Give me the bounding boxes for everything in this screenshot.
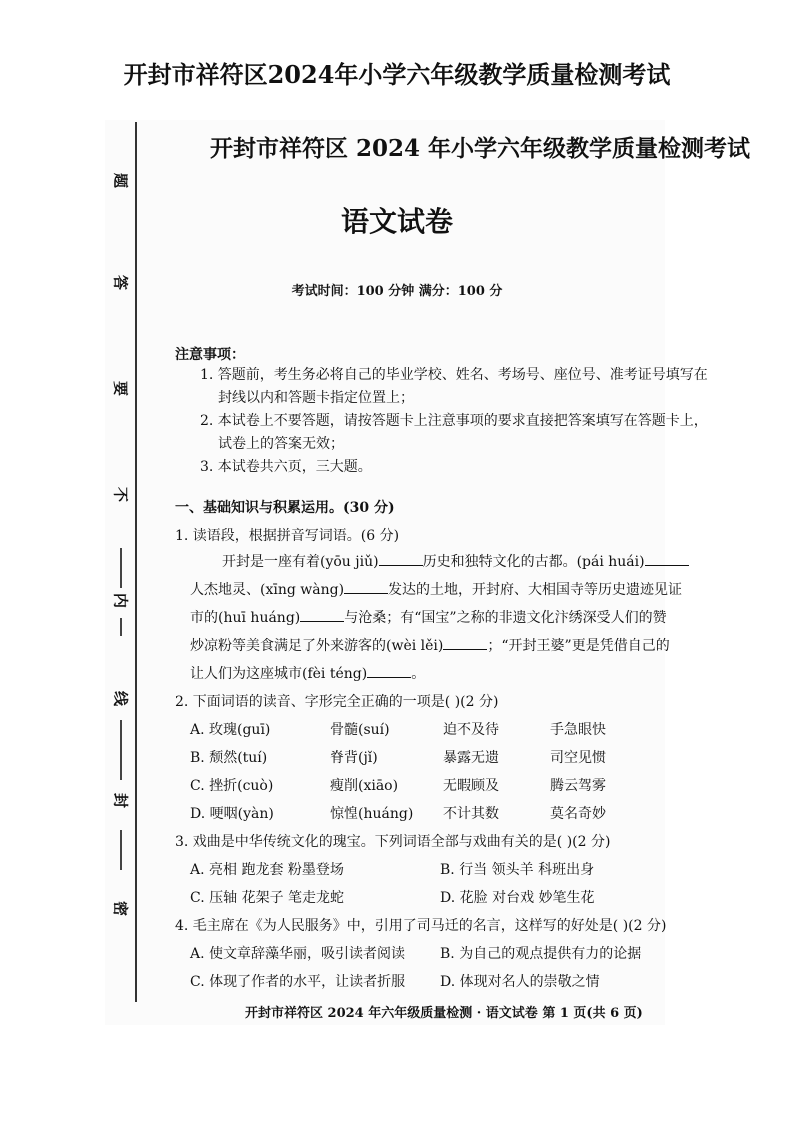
answer-blank xyxy=(344,581,388,594)
q2-option-c: C. 挫折(cuò) xyxy=(190,778,274,794)
margin-char-3: 要 xyxy=(111,380,130,396)
q3-option-a: A. 亮相 跑龙套 粉墨登场 xyxy=(190,862,344,878)
passage-text: 发达的土地，开封府、大相国寺等历史遗迹见证 xyxy=(388,582,683,598)
question-1-line xyxy=(190,663,425,683)
question-1-line xyxy=(190,635,670,655)
passage-text: 炒凉粉等美食满足了外来游客的(wèi lěi) xyxy=(190,638,444,654)
q2-word: 脊背(jǐ) xyxy=(330,750,378,766)
exam-title: 开封市祥符区 2024 年小学六年级教学质量检测考试 xyxy=(210,135,751,162)
answer-blank xyxy=(645,553,689,566)
q2-word: 司空见惯 xyxy=(550,750,606,766)
passage-text: 与沧桑；有“国宝”之称的非遗文化汴绣深受人们的赞 xyxy=(344,610,667,626)
passage-text: 让人们为这座城市(fèi téng) xyxy=(190,666,368,682)
notice-item: 2. 本试卷上不要答题，请按答题卡上注意事项的要求直接把答案填写在答题卡上， xyxy=(200,413,708,429)
passage-text: 。 xyxy=(411,666,426,682)
margin-char-6: 线 xyxy=(111,690,130,706)
margin-char-7: 封 xyxy=(111,792,130,808)
margin-dash xyxy=(120,720,122,780)
question-3-stem: 3. 戏曲是中华传统文化的瑰宝。下列词语全部与戏曲有关的是( )(2 分) xyxy=(175,834,611,850)
q2-word: 暴露无遗 xyxy=(443,750,499,766)
passage-text: 历史和独特文化的古都。(pái huái) xyxy=(422,554,645,570)
margin-char-1: 题 xyxy=(111,172,130,188)
q2-word: 迫不及待 xyxy=(443,722,499,738)
margin-dash xyxy=(120,830,122,870)
q2-option-d: D. 哽咽(yàn) xyxy=(190,806,274,822)
q2-word: 腾云驾雾 xyxy=(550,778,606,794)
notice-item: 试卷上的答案无效； xyxy=(218,436,344,452)
q3-option-c: C. 压轴 花架子 笔走龙蛇 xyxy=(190,890,345,906)
question-1-stem: 1. 读语段，根据拼音写词语。(6 分) xyxy=(175,528,400,544)
notice-item: 1. 答题前，考生务必将自己的毕业学校、姓名、考场号、座位号、准考证号填写在 xyxy=(200,367,708,383)
answer-blank xyxy=(300,609,344,622)
answer-blank xyxy=(379,553,423,566)
question-1-line xyxy=(190,607,667,627)
question-1-line xyxy=(222,551,650,571)
subject-title: 语文试卷 xyxy=(340,205,453,238)
q2-option-b: B. 颓然(tuí) xyxy=(190,750,268,766)
section-heading: 一、基础知识与积累运用。(30 分) xyxy=(175,500,395,516)
margin-char-5: 内 xyxy=(111,592,130,608)
q2-word: 无暇顾及 xyxy=(443,778,499,794)
passage-text: 开封是一座有着(yōu jiǔ) xyxy=(222,554,379,570)
question-4-stem: 4. 毛主席在《为人民服务》中，引用了司马迁的名言，这样写的好处是( )(2 分) xyxy=(175,918,667,934)
q2-word: 瘦削(xiāo) xyxy=(330,778,399,794)
page-footer: 开封市祥符区 2024 年六年级质量检测 · 语文试卷 第 1 页(共 6 页) xyxy=(245,1006,643,1021)
q4-option-b: B. 为自己的观点提供有力的论据 xyxy=(440,946,642,962)
notice-item: 封线以内和答题卡指定位置上； xyxy=(218,390,414,406)
notice-title: 注意事项： xyxy=(175,347,245,363)
q2-option-a: A. 玫瑰(guī) xyxy=(190,722,271,738)
margin-dash xyxy=(120,618,122,636)
margin-char-2: 答 xyxy=(111,274,130,290)
q4-option-c: C. 体现了作者的水平，让读者折服 xyxy=(190,974,406,990)
margin-char-8: 密 xyxy=(111,900,130,916)
margin-dash xyxy=(120,548,122,588)
answer-blank xyxy=(443,637,487,650)
binding-margin-line xyxy=(135,122,137,1002)
passage-text: 人杰地灵、(xīng wàng) xyxy=(190,582,345,598)
q2-word: 惊惶(huáng) xyxy=(330,806,414,822)
q3-option-b: B. 行当 领头羊 科班出身 xyxy=(440,862,595,878)
q2-word: 骨髓(suí) xyxy=(330,722,390,738)
margin-char-4: 不 xyxy=(111,486,130,502)
q4-option-a: A. 使文章辞藻华丽，吸引读者阅读 xyxy=(190,946,406,962)
q2-word: 手急眼快 xyxy=(550,722,606,738)
notice-item: 3. 本试卷共六页，三大题。 xyxy=(200,459,372,475)
question-2-stem: 2. 下面词语的读音、字形完全正确的一项是( )(2 分) xyxy=(175,694,499,710)
exam-time-info: 考试时间：100 分钟 满分：100 分 xyxy=(291,284,503,299)
passage-text: 市的(huī huáng) xyxy=(190,610,301,626)
question-1-line xyxy=(190,579,683,599)
q2-word: 莫名奇妙 xyxy=(550,806,606,822)
answer-blank xyxy=(367,665,411,678)
q2-word: 不计其数 xyxy=(443,806,499,822)
q3-option-d: D. 花脸 对台戏 妙笔生花 xyxy=(440,890,595,906)
q4-option-d: D. 体现对名人的崇敬之情 xyxy=(440,974,600,990)
passage-text: ；“开封王婆”更是凭借自己的 xyxy=(487,638,670,654)
page-header-title: 开封市祥符区2024年小学六年级教学质量检测考试 xyxy=(123,60,671,89)
